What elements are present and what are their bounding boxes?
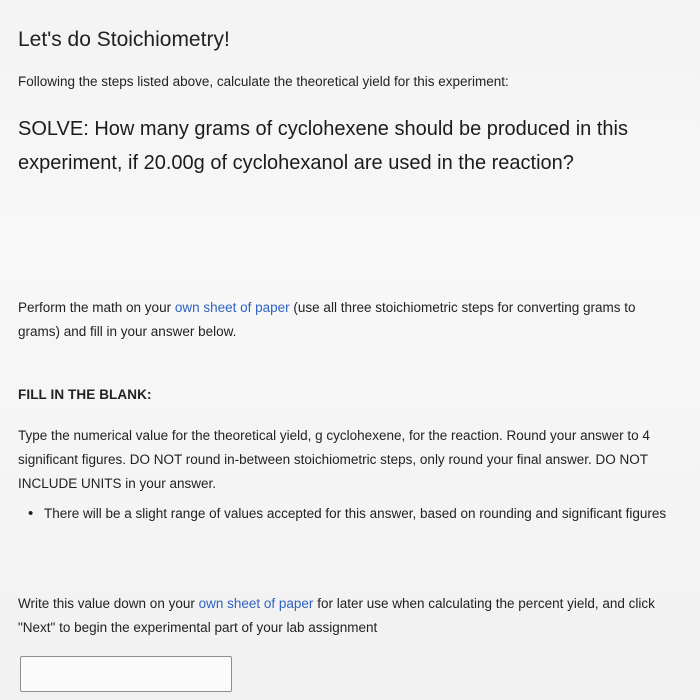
solve-question-text: How many grams of cyclohexene should be produced in this experiment, if 20.00g of cyclohexanol are used in the reaction? <box>18 118 628 174</box>
write-instruction <box>18 592 678 640</box>
fill-instructions: Type the numerical value for the theoretical yield, g cyclohexene, for the reaction. Round your answer to 4 significant figures. DO NOT round in-between stoichiometric steps, only round your final answer. DO NOT INCLUDE UNITS in your answer. <box>18 428 650 491</box>
math-instruction-text-before: Perform the math on your <box>18 300 175 315</box>
own-sheet-link-2[interactable]: own sheet of paper <box>198 596 314 611</box>
fill-in-the-blank-heading: FILL IN THE BLANK: <box>18 387 152 402</box>
math-instruction <box>18 296 678 344</box>
page-title: Let's do Stoichiometry! <box>18 28 230 51</box>
intro-text: Following the steps listed above, calculate the theoretical yield for this experiment: <box>18 74 509 89</box>
solve-question <box>18 112 678 180</box>
answer-input[interactable] <box>20 656 232 692</box>
write-instruction-text-after: for later use when calculating the percent yield, and click "Next" to begin the experimental part of your lab assignment <box>18 596 655 635</box>
bullet-text: There will be a slight range of values accepted for this answer, based on rounding and significant figures <box>44 506 667 521</box>
solve-label: SOLVE: <box>18 118 89 140</box>
math-instruction-text-after: (use all three stoichiometric steps for converting grams to grams) and fill in your answer below. <box>18 300 636 339</box>
write-instruction-text-before: Write this value down on your <box>18 596 199 611</box>
bullet-icon: • <box>28 505 34 522</box>
bullet-note <box>28 502 668 526</box>
own-sheet-link[interactable]: own sheet of paper <box>174 300 290 315</box>
